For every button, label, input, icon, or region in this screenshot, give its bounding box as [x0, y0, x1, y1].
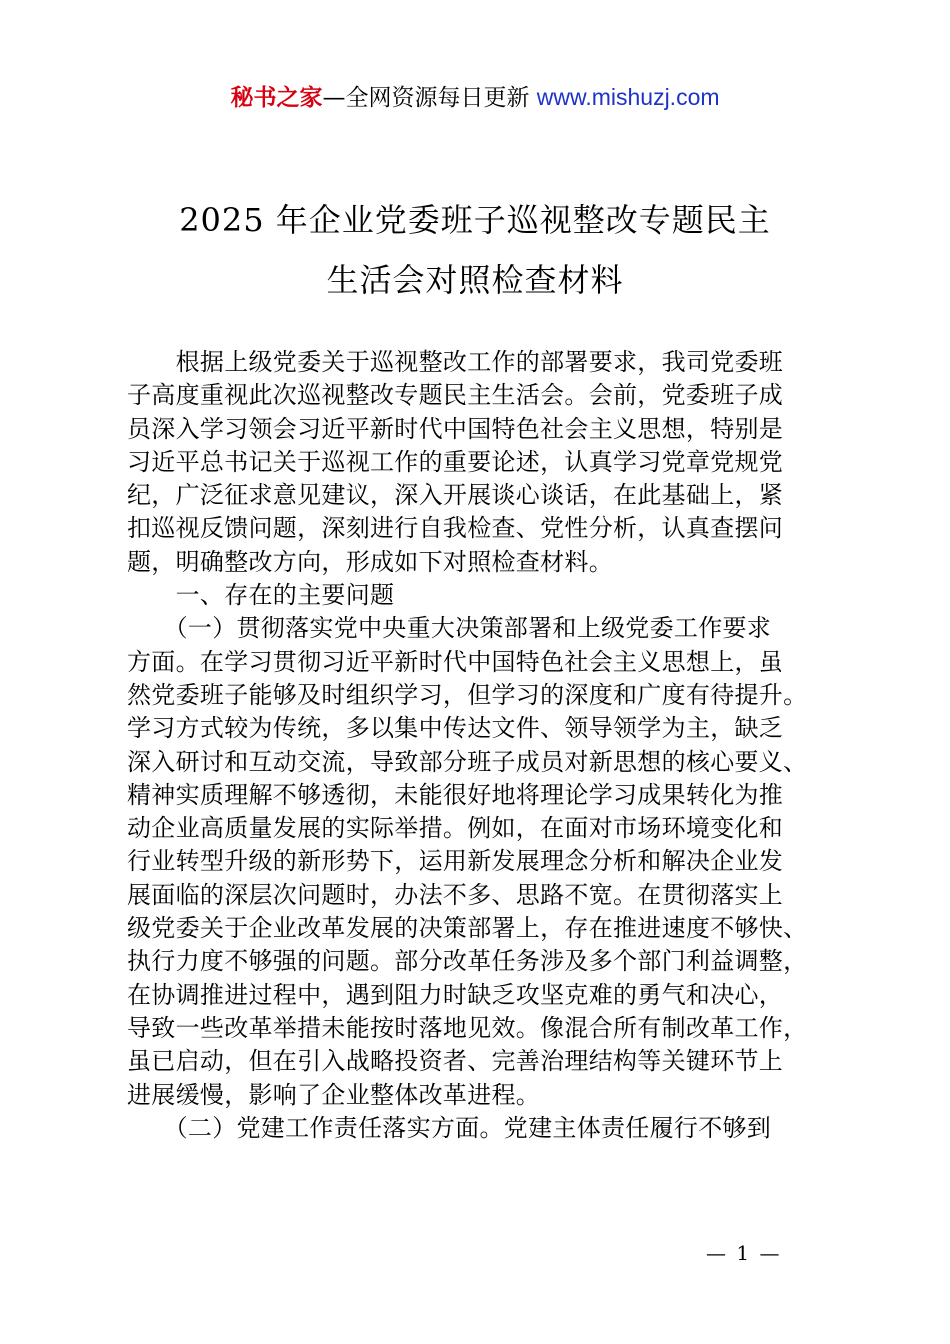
body-line: 子高度重视此次巡视整改专题民主生活会。会前，党委班子成	[127, 381, 784, 410]
body-line: 学习方式较为传统，多以集中传达文件、领导领学为主，缺乏	[127, 714, 784, 743]
body-line: 题，明确整改方向，形成如下对照检查材料。	[127, 547, 613, 576]
body-line: 虽已启动，但在引入战略投资者、完善治理结构等关键环节上	[127, 1047, 784, 1076]
document-body	[127, 346, 837, 1145]
body-line: 深入研讨和互动交流，导致部分班子成员对新思想的核心要义、	[127, 747, 808, 776]
body-line: 精神实质理解不够透彻，未能很好地将理论学习成果转化为推	[127, 780, 784, 809]
body-line: 导致一些改革举措未能按时落地见效。像混合所有制改革工作，	[127, 1013, 808, 1042]
title-line-1: 2025 年企业党委班子巡视整改专题民主	[179, 201, 771, 239]
body-line: 方面。在学习贯彻习近平新时代中国特色社会主义思想上，虽	[127, 647, 784, 676]
page-number: — 1 —	[706, 1241, 782, 1265]
site-brand: 秘书之家	[230, 85, 323, 111]
body-line: 行业转型升级的新形势下，运用新发展理念分析和解决企业发	[127, 847, 784, 876]
body-line: 员深入学习领会习近平新时代中国特色社会主义思想，特别是	[127, 414, 784, 443]
document-title	[60, 190, 890, 310]
subsection-heading: （一）贯彻落实党中央重大决策部署和上级党委工作要求	[127, 614, 772, 643]
body-line: 纪，广泛征求意见建议，深入开展谈心谈话，在此基础上，紧	[127, 481, 784, 510]
body-line: 进展缓慢，影响了企业整体改革进程。	[127, 1080, 541, 1109]
body-line: 在协调推进过程中，遇到阻力时缺乏攻坚克难的勇气和决心，	[127, 980, 784, 1009]
body-line: 然党委班子能够及时组织学习，但学习的深度和广度有待提升。	[127, 680, 808, 709]
site-url-link[interactable]: www.mishuzj.com	[536, 84, 720, 110]
body-line: 展面临的深层次问题时，办法不多、思路不宽。在贯彻落实上	[127, 880, 784, 909]
body-line: 动企业高质量发展的实际举措。例如，在面对市场环境变化和	[127, 814, 784, 843]
body-line: 执行力度不够强的问题。部分改革任务涉及多个部门利益调整，	[127, 947, 808, 976]
site-header	[0, 80, 950, 115]
subsection-heading: （二）党建工作责任落实方面。党建主体责任履行不够到	[127, 1113, 772, 1142]
body-line: 习近平总书记关于巡视工作的重要论述，认真学习党章党规党	[127, 447, 784, 476]
body-line: 级党委关于企业改革发展的决策部署上，存在推进速度不够快、	[127, 914, 808, 943]
title-line-2: 生活会对照检查材料	[326, 261, 624, 299]
body-line: 根据上级党委关于巡视整改工作的部署要求，我司党委班	[127, 348, 784, 376]
site-slogan: —全网资源每日更新	[322, 85, 530, 111]
body-line: 扣巡视反馈问题，深刻进行自我检查、党性分析，认真查摆问	[127, 514, 784, 543]
section-heading: 一、存在的主要问题	[127, 581, 395, 610]
